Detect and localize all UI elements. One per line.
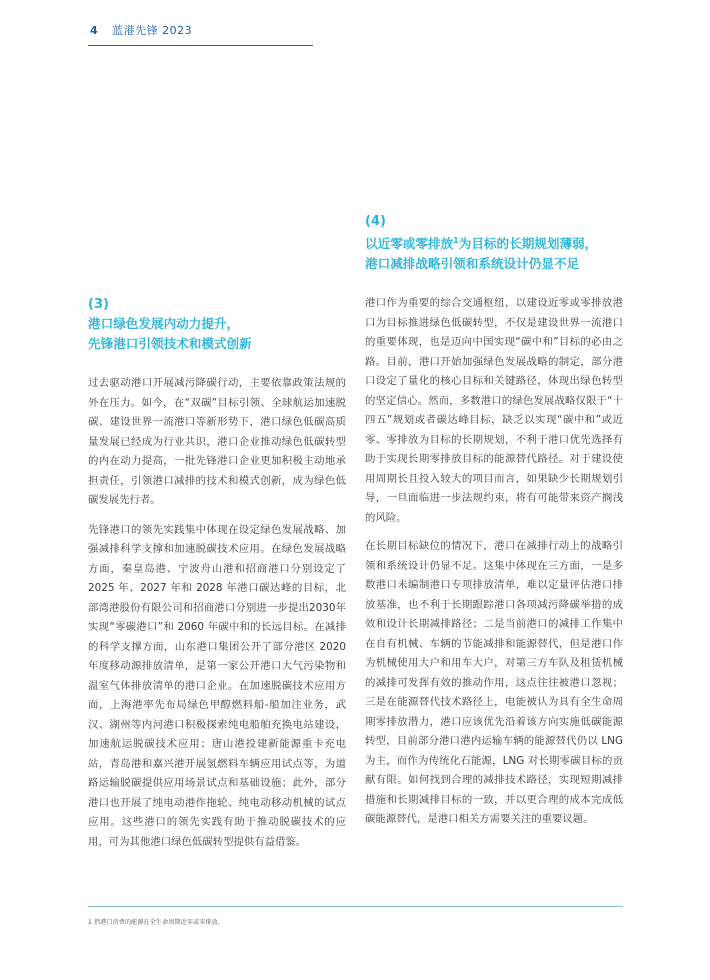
footnote-marker[interactable]: 1 — [453, 236, 459, 245]
section-3 — [88, 296, 346, 862]
paragraph: 先锋港口的领先实践集中体现在设定绿色发展战略、加强减排科学支撑和加速脱碳技术应用。在绿色发展战略方面，秦皇岛港、宁波舟山港和招商港口分别设定了 2025 年、2027 年和 2028 年港口碳达峰的目标，北部湾港股份有限公司和招商港口分别进一步提出2030年实现“零碳港口”和 2060 年碳中和的长远目标。在减排的科学支撑方面，山东港口集团公开了部分港区 2020 年度移动源排放清单，是第一家公开港口大气污染物和温室气体排放清单的港口企业。在加速脱碳技术应用方面，上海港率先布局绿色甲醇燃料船-船加注业务，武汉、湖州等内河港口积极探索纯电船舶充换电站建设，加速航运脱碳技术应用；唐山港投建新能源重卡充电站，青岛港和嘉兴港开展氢燃料车辆应用试点等，为道路运输脱碳提供应用场景试点和基础设施；此外，部分港口也开展了纯电动港作拖轮、纯电动移动机械的试点应用。这些港口的领先实践有助于推动脱碳技术的应用，可为其他港口绿色低碳转型提供有益借鉴。 — [88, 523, 346, 848]
section-number: (3) — [88, 297, 109, 312]
footnote-rule — [88, 906, 623, 907]
paragraph: 港口作为重要的综合交通枢纽，以建设近零或零排放港口为目标推进绿色低碳转型，不仅是建设世界一流港口的重要体现，也是迈向中国实现“碳中和”目标的必由之路。目前，港口开始加强绿色发展战略的制定，部分港口设定了量化的核心目标和关键路径，体现出绿色转型的坚定信心。然而，多数港口的绿色发展战略仅限于“十四五”规划或者碳达峰目标，缺乏以实现“碳中和”或近零、零排放为目标的长期规划，不利于港口优先选择有助于实现长期零排放目标的能源替代路径。对于建设使用周期长且投入较大的项目而言，如果缺少长期规划引导，一旦面临进一步法规约束，将有可能带来资产搁浅的风险。 — [365, 297, 623, 524]
paragraph: 在长期目标缺位的情况下，港口在减排行动上的战略引领和系统设计仍显不足。这集中体现在三方面，一是多数港口未编制港口专项排放清单，难以定量评估港口排放基准，也不利于长期跟踪港口各项减污降碳举措的成效和设计长期减排路径；二是当前港口的减排工作集中在自有机械、车辆的节能减排和能源替代，但是港口作为机械使用大户和用车大户，对第三方车队及租赁机械的减排可发挥有效的推动作用，这点往往被港口忽视；三是在能源替代技术路径上，电能被认为具有全生命周期零排放潜力，港口应该优先沿着该方向实施低碳能源转型，目前部分港口港内运输车辆的能源替代仍以 LNG 为主，而作为传统化石能源，LNG 对长期零碳目标的贡献有限。如何找到合理的减排技术路径，实现短期减排措施和长期减排目标的一致，并以更合理的成本完成低碳能源替代，是港口相关方需要关注的重要议题。 — [365, 540, 623, 826]
publication-title: 蓝港先锋 2023 — [112, 24, 193, 37]
page-number: 4 — [90, 24, 99, 37]
section-title-line2: 先锋港口引领技术和模式创新 — [88, 336, 252, 351]
paragraph: 过去驱动港口开展减污降碳行动，主要依靠政策法规的外在压力。如今，在“双碳”目标引领、全球航运加速脱碳、建设世界一流港口等新形势下，港口绿色低碳高质量发展已经成为行业共识，港口企业推动绿色低碳转型的内在动力提高，一批先锋港口企业更加积极主动地承担责任，引领港口减排的技术和模式创新，成为绿色低碳发展先行者。 — [88, 377, 346, 506]
section-title-line2: 港口减排战略引领和系统设计仍显不足 — [365, 256, 580, 272]
section-title-line1: 港口绿色发展内动力提升， — [88, 316, 240, 331]
header-rule — [88, 45, 313, 46]
section-number: (4) — [365, 214, 386, 229]
section-4 — [365, 213, 623, 839]
footnote: 1 指港口消费的能源在全生命周期近零或零排放。 — [88, 919, 224, 926]
page-header — [90, 22, 192, 38]
section-title-line1: 以近零或零排放$^1$为目标的长期规划薄弱， — [365, 236, 598, 252]
